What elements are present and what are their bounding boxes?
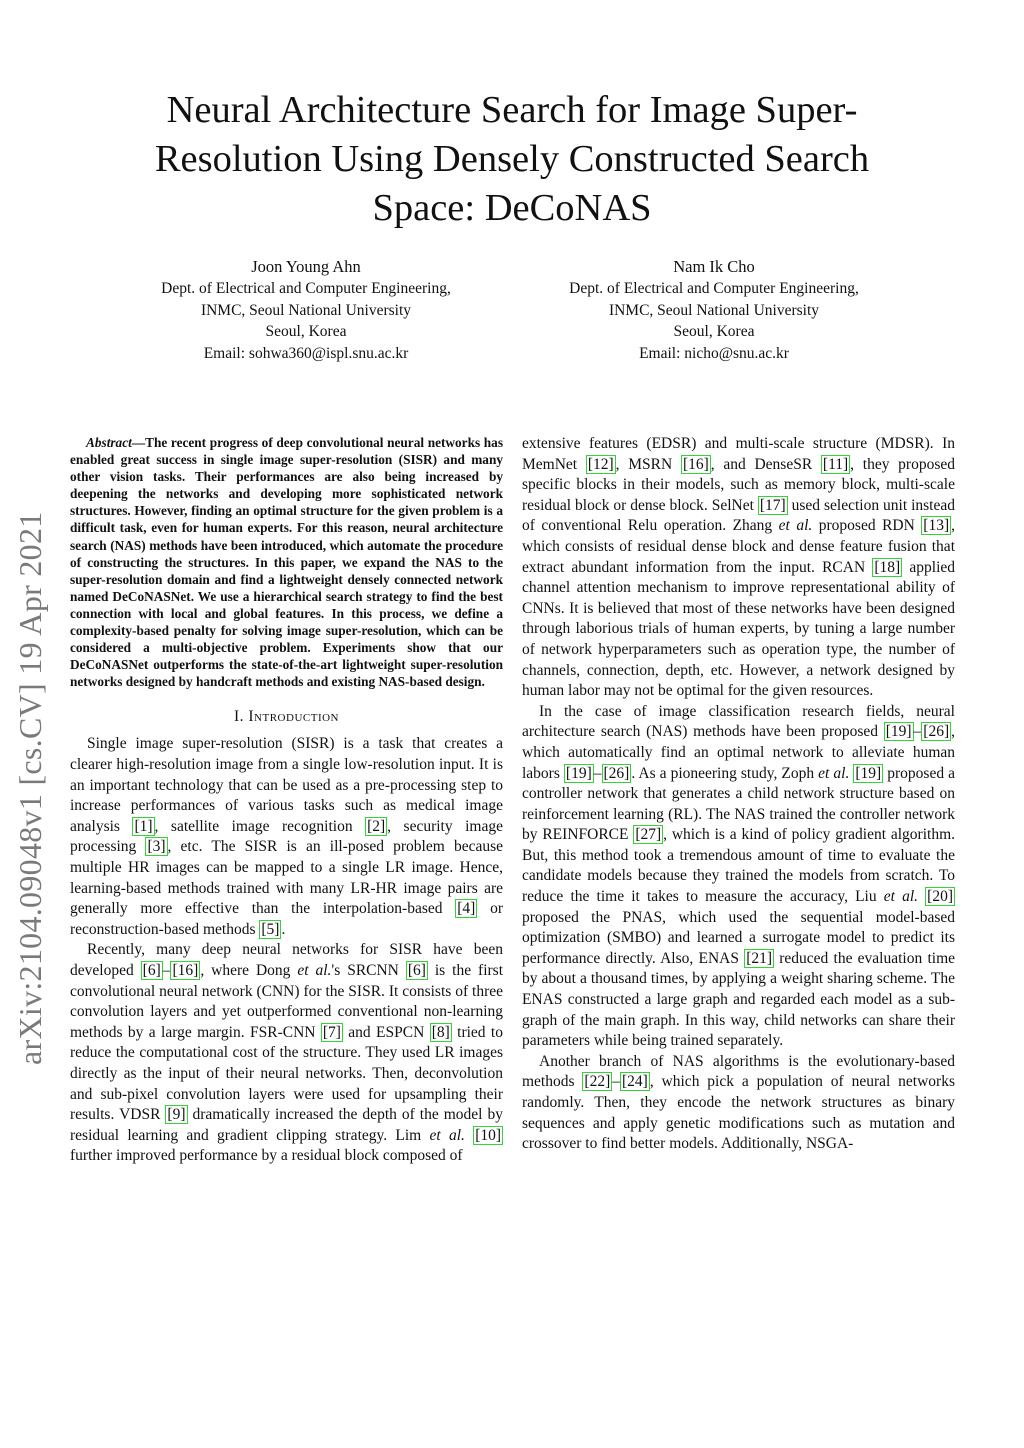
author-dept: Dept. of Electrical and Computer Engineering,	[569, 280, 859, 298]
citation-link[interactable]: [9]	[167, 1106, 186, 1124]
citation-link[interactable]: [20]	[927, 888, 953, 906]
text-run: proposed a controller network that generates a child network structure based on reinforcement learning (RL). The NAS trained the controller network by REINFORCE	[522, 764, 956, 844]
text-run	[465, 1127, 473, 1144]
citation-link[interactable]: [6]	[407, 961, 426, 979]
paragraph	[522, 434, 955, 702]
paragraph	[522, 1052, 955, 1155]
paragraph	[522, 702, 955, 1052]
text-run: and ESPCN	[342, 1023, 430, 1041]
citation-link[interactable]: [19]	[885, 723, 912, 741]
italic-text: et al.	[883, 888, 919, 906]
citation-link[interactable]: [8]	[431, 1023, 450, 1041]
text-run: , and DenseSR	[710, 455, 821, 473]
citation-link[interactable]: [18]	[874, 558, 901, 576]
text-run: , they proposed specific blocks in their models, such as memory block, multi-scale residual block or dense block. SelNet	[522, 455, 955, 514]
text-run: Single image super-resolution (SISR) is a task that creates a clearer high-resolution image from a single low-resolution input. It is an important technology that can be used as a pre-processing step to increase performances of various tasks such as medical image analysis	[70, 735, 503, 835]
author-name: Nam Ik Cho	[673, 257, 755, 276]
citation-link[interactable]: [12]	[587, 455, 614, 473]
text-run: reduced the evaluation time by about a thousand times, by applying a weight sharing scheme. The ENAS constructed a large graph and regarded each model as a sub-graph of the main graph. In this way, child networks can share their parameters while being trained separately.	[522, 949, 955, 1050]
citation-link[interactable]: [13]	[923, 517, 950, 535]
author-email: Email: nicho@snu.ac.kr	[639, 344, 789, 362]
citation-link[interactable]: [1]	[134, 817, 153, 835]
citation-link[interactable]: [21]	[746, 949, 773, 967]
paragraph	[70, 940, 503, 1167]
author-institution: INMC, Seoul National University	[200, 301, 412, 319]
left-column	[70, 434, 503, 1167]
text-run: or reconstruction-based methods	[70, 900, 503, 938]
citation-link[interactable]: [17]	[759, 496, 786, 514]
citation-link[interactable]: [26]	[603, 764, 630, 782]
author-location: Seoul, Korea	[265, 323, 347, 341]
text-run: is the first convolutional neural network (CNN) for the SISR. It consists of three convolution layers and yet outperformed conventional non-learning methods by a large margin. FSR-CNN	[70, 961, 503, 1041]
arxiv-identifier: arXiv:2104.09048v1 [cs.CV] 19 Apr 2021	[12, 511, 48, 1065]
text-run: extensive features (EDSR) and multi-scale structure (MDSR). In MemNet	[522, 435, 955, 473]
author-email: Email: sohwa360@ispl.snu.ac.kr	[203, 344, 409, 362]
italic-text: et al.	[429, 1126, 465, 1144]
citation-link[interactable]: [26]	[923, 723, 950, 741]
citation-link[interactable]: [16]	[682, 455, 709, 473]
citation-link[interactable]: [6]	[142, 961, 161, 979]
citation-link[interactable]: [11]	[822, 455, 849, 473]
right-column	[522, 434, 955, 1155]
text-run: tried to reduce the computational cost of the structure. They used LR images directly as the input of their neural networks. Then, deconvolution and sub-pixel convolution layers were used for upsampling their results. VDSR	[70, 1023, 503, 1124]
text-run: , satellite image recognition	[154, 817, 366, 835]
abstract	[70, 434, 503, 690]
text-run: , where Dong	[200, 961, 298, 979]
text-run: In the case of image classification research fields, neural architecture search (NAS) methods have been proposed	[522, 702, 955, 741]
text-run: , which consists of residual dense block and dense feature fusion that extract abundant information from the input. RCAN	[522, 517, 955, 576]
text-run: , etc. The SISR is an ill-posed problem because multiple HR images can be mapped to a single LR image. Hence, learning-based methods trained with many LR-HR image pairs are generally more effective than the interpolation-based	[70, 838, 504, 918]
text-run: proposed RDN	[812, 517, 922, 535]
text-run: , which is a kind of policy gradient algorithm. But, this method took a tremendous amount of time to evaluate the candidate models because they trained the models from scratch. To reduce the time it takes to measure the accuracy, Liu	[522, 826, 955, 906]
citation-link[interactable]: [22]	[584, 1073, 611, 1091]
text-run: .	[281, 920, 286, 938]
abstract-text: —The recent progress of deep convolutional neural networks has enabled great success in single image super-resolution (SISR) and many other vision tasks. Their performances are also being increased by deepening the networks and developing more sophisticated network structures. However, finding an optimal structure for the given problem is a difficult task, even for human experts. For this reason, neural architecture search (NAS) methods have been introduced, which automate the procedure of constructing the structures. In this paper, we expand the NAS to the super-resolution domain and find a lightweight densely connected network named DeCoNASNet. We use a hierarchical search strategy to find the best connection with local and global features. In this process, we define a complexity-based penalty for solving image super-resolution, which can be considered a multi-objective problem. Experiments show that our DeCoNASNet outperforms the state-of-the-art lightweight super-resolution networks designed by handcraft methods and existing NAS-based design.	[70, 435, 503, 690]
author-location: Seoul, Korea	[673, 323, 755, 341]
text-run: used selection unit instead of conventional Relu operation. Zhang	[522, 496, 955, 535]
paper-title: Neural Architecture Search for Image Super-Resolution Using Densely Constructed Search Space: DeCoNAS	[154, 89, 870, 229]
text-run: 's SRCNN	[331, 961, 406, 979]
citation-link[interactable]: [2]	[367, 817, 386, 835]
abstract-label: Abstract	[86, 435, 132, 450]
text-run: Another branch of NAS algorithms is the evolutionary-based methods	[522, 1052, 955, 1091]
text-run: –	[612, 1073, 620, 1091]
author-dept: Dept. of Electrical and Computer Engineering,	[161, 280, 451, 298]
citation-link[interactable]: [27]	[635, 826, 662, 844]
citation-link[interactable]: [10]	[475, 1126, 502, 1144]
citation-link[interactable]: [7]	[322, 1023, 341, 1041]
text-run: , which pick a population of neural networks randomly. Then, they encode the network structures as binary sequences and apply genetic modifications such as mutation and crossover to find better models. Additionally, NSGA-	[522, 1073, 955, 1153]
section-heading-introduction: I. Introduction	[233, 708, 339, 726]
citation-link[interactable]: [4]	[457, 900, 476, 918]
author-block-1	[106, 256, 506, 364]
italic-text: et al.	[778, 517, 813, 535]
paragraph	[70, 734, 503, 940]
text-run: further improved performance by a residual block composed of	[70, 1147, 463, 1165]
citation-link[interactable]: [19]	[565, 764, 592, 782]
author-institution: INMC, Seoul National University	[608, 301, 820, 319]
text-run: , security image processing	[70, 817, 503, 856]
text-run: dramatically increased the depth of the model by residual learning and gradient clipping strategy. Lim	[70, 1106, 503, 1144]
citation-link[interactable]: [16]	[172, 961, 199, 979]
text-run: –	[593, 764, 602, 782]
author-name: Joon Young Ahn	[251, 257, 361, 276]
italic-text: et al.	[297, 961, 332, 979]
text-run: Recently, many deep neural networks for SISR have been developed	[70, 941, 503, 979]
text-run: applied channel attention mechanism to improve representational ability of CNNs. It is believed that most of these networks have been designed through laborious trials of human experts, by tuning a large number of network hyperparameters such as operation type, the number of channels, connection, depth, etc. However, a network designed by human labor may not be optimal for the given resources.	[522, 558, 955, 700]
citation-link[interactable]: [5]	[261, 920, 280, 938]
text-run: –	[913, 723, 922, 741]
italic-text: et al.	[818, 764, 850, 782]
text-run: proposed the PNAS, which used the sequential model-based optimization (SMBO) and learned a surrogate model to predict its performance directly. Also, ENAS	[522, 908, 955, 967]
text-run: . As a pioneering study, Zoph	[631, 764, 819, 782]
text-run: , which automatically find an optimal network to alleviate human labors	[522, 723, 955, 782]
citation-link[interactable]: [24]	[621, 1073, 648, 1091]
citation-link[interactable]: [3]	[147, 838, 166, 856]
text-run: –	[162, 961, 171, 979]
author-block-2	[514, 256, 914, 364]
text-run: , MSRN	[615, 455, 681, 473]
citation-link[interactable]: [19]	[855, 764, 882, 782]
